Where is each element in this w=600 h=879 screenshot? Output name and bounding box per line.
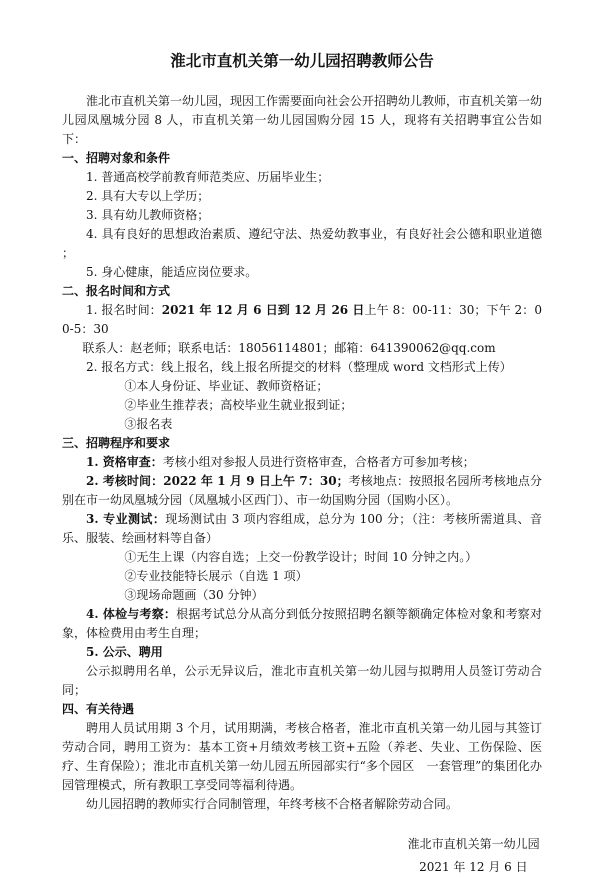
list-item: 1. 资格审查：考核小组对参报人员进行资格审查，合格者方可参加考核；	[86, 455, 475, 469]
list-item: 4. 体检与考察：根据考试总分从高分到低分按照招聘名额等额确定体检对象和考察对象，体检费用由考生自理；	[62, 607, 542, 640]
paragraph: 聘用人员试用期 3 个月，试用期满，考核合格者，淮北市直机关第一幼儿园与其签订劳动合同，聘用工资为：基本工资+月绩效考核工资+五险（养老、失业、工伤保险、医疗、生育保险）；淮北市直机关第一幼儿园五所园部实行“多个园区 一套管理”的集团化办园管理模式，所有教职工享受同等福利待遇。	[62, 721, 542, 792]
contact-line: 联系人：赵老师；联系电话：18056114801；邮箱：641390062@qq.com	[82, 341, 496, 355]
list-item: 2. 具有大专以上学历；	[86, 189, 210, 203]
paragraph: 公示拟聘用名单，公示无异议后，淮北市直机关第一幼儿园与拟聘用人员签订劳动合同；	[62, 664, 542, 697]
section-heading-4: 四、有关待遇	[62, 702, 135, 716]
sub-list-item: ②专业技能特长展示（自选 1 项）	[124, 569, 308, 583]
paragraph: 幼儿园招聘的教师实行合同制管理，年终考核不合格者解除劳动合同。	[86, 797, 459, 811]
list-item: 5. 身心健康，能适应岗位要求。	[86, 265, 258, 279]
section-heading-2: 二、报名时间和方式	[62, 284, 171, 298]
sub-list-item: ②毕业生推荐表；高校毕业生就业报到证；	[124, 398, 353, 412]
list-item: 5. 公示、聘用	[86, 645, 163, 659]
list-item: 2. 考核时间：2022 年 1 月 9 日上午 7：30；考核地点：按照报名园所考核地点分别在市一幼凤凰城分园（凤凰城小区西门）、市一幼国购分园（国购小区）。	[62, 474, 542, 507]
signature-org: 淮北市直机关第一幼儿园	[407, 837, 540, 851]
list-item: 3. 具有幼儿教师资格；	[86, 208, 210, 222]
signature-block	[62, 833, 542, 879]
doc-title: 淮北市直机关第一幼儿园招聘教师公告	[170, 51, 434, 70]
sub-list-item: ③现场命题画（30 分钟）	[124, 588, 264, 602]
list-item: 4. 具有良好的思想政治素质、遵纪守法、热爱幼教事业，有良好社会公德和职业道德 ；	[62, 227, 542, 260]
list-item: 2. 报名方式：线上报名，线上报名所提交的材料（整理成 word 文档形式上传）	[86, 360, 512, 374]
document-body	[62, 50, 542, 814]
signature-date: 2021 年 12 月 6 日	[419, 860, 528, 874]
list-item: 3. 专业测试：现场测试由 3 项内容组成，总分为 100 分；（注：考核所需道具、音乐、服装、绘画材料等自备）	[62, 512, 542, 545]
sub-list-item: ①本人身份证、毕业证、教师资格证；	[124, 379, 329, 393]
sub-list-item: ③报名表	[124, 417, 173, 431]
list-item: 1. 普通高校学前教育师范类应、历届毕业生；	[86, 170, 330, 184]
sub-list-item: ①无生上课（内容自选；上交一份教学设计；时间 10 分钟之内。）	[124, 550, 478, 564]
section-heading-1: 一、招聘对象和条件	[62, 151, 171, 165]
intro-paragraph: 淮北市直机关第一幼儿园，现因工作需要面向社会公开招聘幼儿教师，市直机关第一幼儿园凤凰城分园 8 人，市直机关第一幼儿园国购分园 15 人，现将有关招聘事宜公告如下：	[62, 94, 543, 146]
list-item: 1. 报名时间：2021 年 12 月 6 日到 12 月 26 日上午 8：00-11：30；下午 2：00-5：30	[62, 303, 542, 336]
section-heading-3: 三、招聘程序和要求	[62, 436, 171, 450]
